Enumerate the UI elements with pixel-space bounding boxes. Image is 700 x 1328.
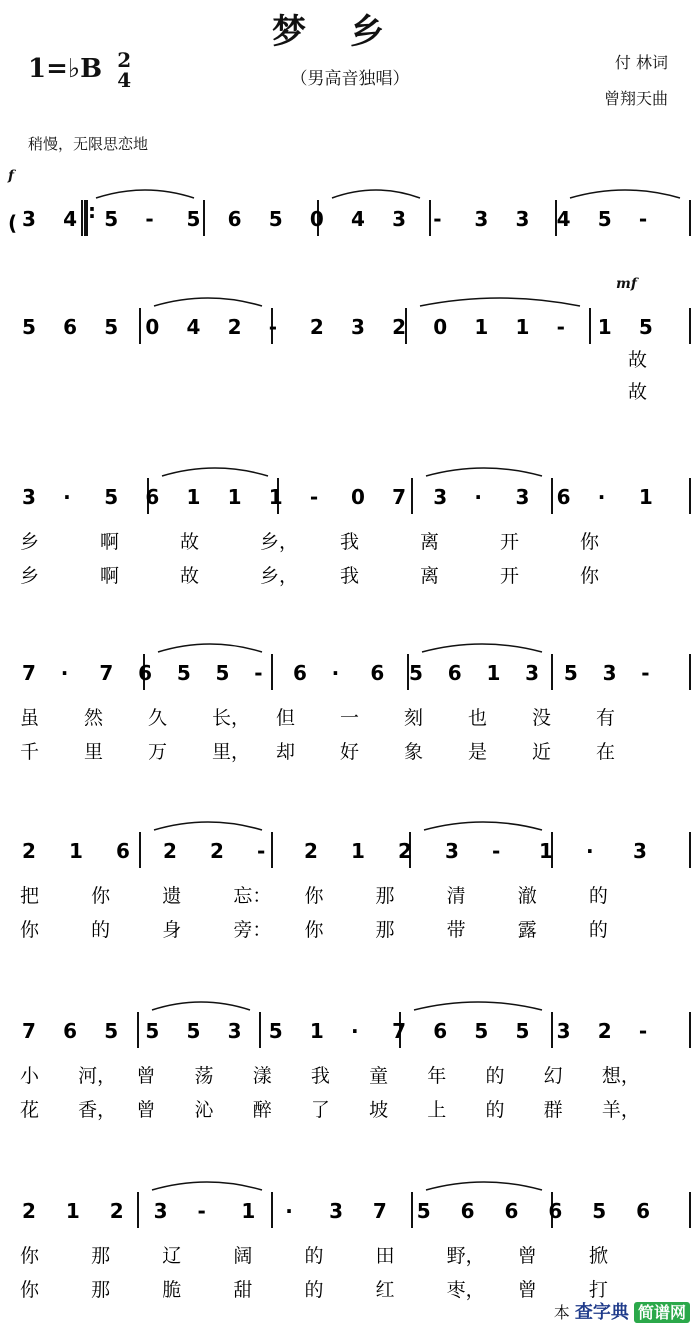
lyric-verse-1: 久 [148,707,168,729]
lyric-verse-1: 但 [276,707,296,729]
lyric-verse-1: 河， [78,1065,117,1087]
song-title: 梦乡 [272,12,428,52]
lyric-verse-2: 曾 [136,1099,156,1121]
note: 3 [602,661,617,685]
note: 5 [409,661,423,685]
lyric-verse-1: 虽 [20,707,40,729]
lyric-verse-2: 那 [91,1279,111,1301]
lyric-verse-2: 上 [427,1099,447,1121]
lyric-verse-2: 你 [304,919,324,941]
lyric-verse-2: 花 [20,1099,40,1121]
lyric-verse-1: 你 [580,531,600,553]
note: - [492,839,501,863]
note: 0 [145,315,160,339]
note: 3 [515,485,530,509]
lyric-verse-1: 想， [601,1065,640,1087]
lyric-verse-1: 忘： [233,885,272,907]
note: 3 [525,661,540,685]
lyric-verse-1: 小 [20,1065,40,1087]
note: · [351,1019,359,1043]
lyric-verse-2: 好 [340,741,360,763]
note: 5 [474,1019,489,1043]
note: 3 [227,1019,242,1043]
lyric-verse-1: 田 [375,1245,395,1267]
lyric-verse-2: 你 [20,919,40,941]
lyric-verse-1: 刻 [404,707,424,729]
lyric-verse-2: 了 [310,1099,330,1121]
lyric-verse-2: 里 [84,741,104,763]
note: 0 [433,315,448,339]
note: 5 [592,1199,607,1223]
lyric-verse-2: 在 [596,741,616,763]
lyric-verse-2: 枣， [446,1279,485,1301]
note: 3 [22,207,36,231]
lyric-verse-2: 故 [180,565,200,587]
lyric-verse-1: 也 [468,707,488,729]
footer-watermark: 本 查字典 简谱网 [554,1298,690,1324]
lyric-verse-2: 的 [485,1099,505,1121]
lyric-verse-1: 故 [180,531,200,553]
lyric-verse-1: 遗 [162,885,182,907]
lyric-verse-1: 掀 [588,1245,608,1267]
lyric-verse-2: 曾 [517,1279,537,1301]
note: 5 [268,207,283,231]
lyric-verse-1: 你 [304,885,324,907]
note: 6 [504,1199,519,1223]
note: 6 [63,315,78,339]
note: 3 [445,839,459,863]
note: 2 [109,1199,124,1223]
lyric-verse-2: 却 [276,741,296,763]
lyric-verse-1: 的 [485,1065,505,1087]
lyric-verse-1: 把 [20,885,40,907]
note: 5 [563,661,578,685]
paren-open: ( [8,211,18,235]
lyric-verse-2: 打 [588,1279,608,1301]
tie [424,822,542,830]
note: 1 [65,1199,80,1223]
lyric-verse-2: 带 [446,919,466,941]
note: 1 [309,1019,324,1043]
note: 7 [22,1019,36,1043]
lyric-verse-2: 的 [304,1279,324,1301]
note: 2 [22,1199,36,1223]
note: 5 [186,207,201,231]
lyric-verse-2: 啊 [100,565,120,587]
lyric-verse-2: 开 [500,565,520,587]
note: 0 [351,485,365,509]
note: 1 [539,839,553,863]
note: 5 [268,1019,283,1043]
lyric-verse-2: 群 [543,1099,563,1121]
lyric-verse-2: 旁： [233,919,272,941]
note: 6 [292,661,307,685]
lyric-verse-2: 万 [148,741,168,763]
note: 1 [268,485,283,509]
lyric-verse-2: 身 [162,919,182,941]
note: - [309,485,319,509]
note: 6 [447,661,462,685]
lyric-verse-1: 曾 [136,1065,156,1087]
note: - [145,207,154,231]
lyric-verse-1: 一 [340,707,360,729]
site-badge: 简谱网 [634,1302,690,1323]
note: 5 [215,661,230,685]
lyric-verse-1: 曾 [517,1245,537,1267]
note: 5 [638,315,653,339]
note: 3 [392,207,407,231]
note: 1 [638,485,653,509]
lyric-verse-1: 没 [532,707,552,729]
lyric-verse-2: 那 [375,919,395,941]
lyric-verse-2: 千 [20,741,40,763]
key-text: 1=♭B [28,54,103,84]
lyric-verse-2: 脆 [162,1279,182,1301]
note: 2 [22,839,36,863]
lyric-verse-1: 你 [20,1245,40,1267]
lyric-verse-2: 你 [20,1279,40,1301]
lyric-verse-2: 羊， [601,1099,640,1121]
tie [426,468,542,476]
note: 2 [304,839,318,863]
note: 2 [163,839,177,863]
lyric-verse-2: 近 [532,741,552,763]
note: - [641,661,650,685]
lyric-verse-1: 乡， [260,531,299,553]
note: 4 [186,315,201,339]
note: 6 [433,1019,448,1043]
lyric-verse-2: 甜 [233,1279,253,1301]
lyric-verse-1: 年 [427,1065,447,1087]
note: · [63,485,71,509]
note: 0 [309,207,324,231]
note: 1 [486,661,501,685]
note: - [268,315,278,339]
tempo-marking: 稍慢，无限思恋地 [28,135,149,153]
note: 1 [241,1199,256,1223]
note: 2 [398,839,412,863]
note: 4 [351,207,365,231]
note: 6 [370,661,385,685]
note: - [638,1019,648,1043]
note: 7 [392,485,407,509]
tie [420,298,580,306]
lyric-verse-1: 长， [212,707,251,729]
time-signature: 2 4 [117,48,132,92]
lyric-verse-1: 故 [628,349,648,371]
note: 6 [63,1019,78,1043]
note: 5 [145,1019,160,1043]
note: 3 [474,207,489,231]
lyric-verse-2: 是 [468,741,488,763]
note: 7 [22,661,36,685]
note: 3 [329,1199,343,1223]
lyric-verse-2: 醉 [252,1099,272,1121]
note: 3 [351,315,365,339]
note: 2 [210,839,224,863]
tie [422,644,542,652]
tie [152,1002,250,1010]
lyric-verse-2: 的 [91,919,111,941]
note: - [257,839,266,863]
note: 5 [22,315,36,339]
lyric-verse-2: 露 [517,919,537,941]
lyric-verse-1: 阔 [233,1245,253,1267]
subtitle: （男高音独唱） [290,69,410,89]
note: 3 [153,1199,168,1223]
note: 5 [104,207,119,231]
lyric-verse-1: 啊 [100,531,120,553]
lyric-verse-2: 你 [580,565,600,587]
lyric-verse-2: 沁 [194,1099,214,1121]
lyric-verse-1: 幻 [543,1065,563,1087]
note: 2 [392,315,407,339]
note: 1 [186,485,201,509]
note: · [331,661,340,685]
note: 3 [515,207,530,231]
lyric-verse-1: 的 [304,1245,324,1267]
tie [154,298,262,306]
tie [154,822,262,830]
tie [426,1182,542,1190]
lyric-verse-1: 你 [91,885,111,907]
lyric-verse-2: 乡， [260,565,299,587]
lyric-verse-2: 香， [78,1099,117,1121]
lyric-verse-1: 离 [420,531,440,553]
note: 5 [104,1019,119,1043]
note: 5 [416,1199,431,1223]
tie [158,644,262,652]
tie [570,190,680,198]
note: 6 [636,1199,651,1223]
note: 5 [186,1019,201,1043]
note: 1 [474,315,489,339]
tie [162,468,268,476]
lyric-verse-2: 故 [628,381,648,403]
tie [96,190,194,198]
lyric-verse-1: 开 [500,531,520,553]
note: 6 [138,661,153,685]
lyric-verse-1: 的 [588,885,608,907]
note: · [597,485,606,509]
tie [152,1182,262,1190]
note: 6 [460,1199,475,1223]
lyric-verse-1: 然 [84,707,104,729]
lyricist-credit: 付 林词 [614,53,668,72]
note: 1 [69,839,83,863]
note: · [285,1199,293,1223]
note: 6 [227,207,242,231]
lyric-verse-2: 红 [375,1279,395,1301]
note: · [474,485,482,509]
note: · [586,839,594,863]
note: 5 [597,207,612,231]
note: 2 [309,315,324,339]
note: 7 [392,1019,407,1043]
lyric-verse-2: 离 [420,565,440,587]
note: 7 [372,1199,387,1223]
lyric-verse-1: 澈 [517,885,537,907]
note: 7 [99,661,114,685]
note: 2 [227,315,242,339]
note: 1 [597,315,612,339]
lyric-verse-1: 漾 [252,1065,272,1087]
lyric-verse-2: 的 [588,919,608,941]
note: 3 [633,839,647,863]
note: 4 [556,207,571,231]
lyric-verse-2: 里， [212,741,251,763]
note: 1 [351,839,365,863]
note: - [638,207,648,231]
note: 6 [145,485,160,509]
note: - [254,661,263,685]
lyric-verse-2: 我 [340,565,360,587]
note: - [433,207,442,231]
lyric-verse-2: 象 [404,741,424,763]
note: 3 [433,485,448,509]
site-logo: 查字典 [574,1302,629,1323]
lyric-verse-1: 童 [369,1065,389,1087]
lyric-verse-1: 荡 [194,1065,214,1087]
tie [414,1002,542,1010]
repeat-dots: : [88,199,96,223]
lyric-verse-1: 乡 [20,531,40,553]
lyric-verse-1: 野， [446,1245,485,1267]
note: 1 [515,315,530,339]
note: 4 [63,207,78,231]
note: 3 [22,485,36,509]
lyric-verse-1: 我 [340,531,360,553]
lyric-verse-1: 清 [446,885,466,907]
note: 5 [104,485,119,509]
note: 5 [515,1019,530,1043]
note: 5 [104,315,119,339]
note: 2 [597,1019,612,1043]
lyric-verse-1: 那 [91,1245,111,1267]
lyric-verse-1: 我 [310,1065,330,1087]
lyric-verse-2: 坡 [369,1099,389,1121]
note: · [60,661,69,685]
note: 6 [556,485,571,509]
note: 5 [176,661,191,685]
dynamic-mezzo-forte: mf [616,276,637,292]
note: 6 [548,1199,563,1223]
lyric-verse-2: 乡 [20,565,40,587]
tie [332,190,420,198]
lyric-verse-1: 辽 [162,1245,182,1267]
note: 3 [556,1019,571,1043]
note: - [197,1199,206,1223]
lyric-verse-1: 有 [596,707,616,729]
dynamic-forte: f [8,168,15,184]
note: 6 [116,839,130,863]
lyric-verse-1: 那 [375,885,395,907]
composer-credit: 曾翔天曲 [603,89,668,108]
note: - [556,315,565,339]
note: 1 [227,485,242,509]
